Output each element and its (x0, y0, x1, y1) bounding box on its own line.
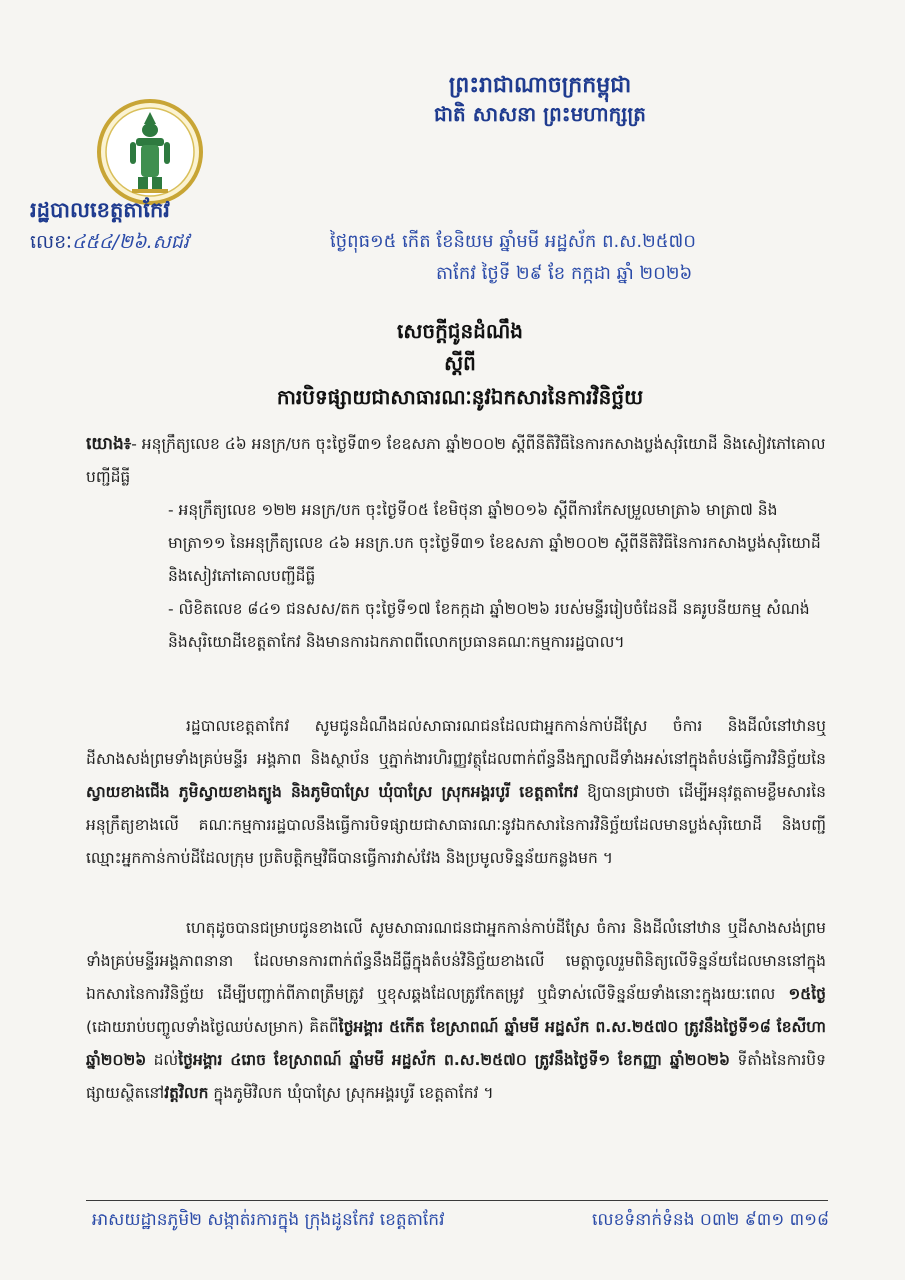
date-lunar: ថ្ងៃពុធ១៥ កើត ខែនិយម ឆ្នាំមមី អដ្ឋស័ក ព.ស.២៥៧០ (330, 231, 696, 252)
paragraph-1-places: ស្វាយខាងជើង ភូមិស្វាយខាងត្បូង និងភូមិបាស្រែ ឃុំបាស្រែ ស្រុកអង្គរបូរី ខេត្តតាកែវ (86, 783, 579, 801)
paragraph-2-from-date: ថ្ងៃអង្គារ ៥កើត ខែស្រាពណ៍ ឆ្នាំមមី អដ្ឋស័ក ព.ស.២៥៧០ ត្រូវនឹងថ្ងៃទី១៨ ខែសីហា ឆ្នាំ២០២៦ (86, 1018, 826, 1069)
paragraph-2-to-date: ថ្ងៃអង្គារ ៤រោច ខែស្រាពណ៍ ឆ្នាំមមី អដ្ឋស័ក ព.ស.២៥៧០ ត្រូវនឹងថ្ងៃទី១ ខែកញ្ញា ឆ្នាំ២០២៦ (178, 1051, 731, 1069)
date-solar: តាកែវ ថ្ងៃទី ២៩ ខែ កក្កដា ឆ្នាំ ២០២៦ (436, 263, 693, 284)
footer-phone: លេខទំនាក់ទំនង ០៣២ ៩៣១ ៣១៨ (592, 1210, 830, 1230)
paragraph-2-intro: ហេតុដូចបានជម្រាបជូនខាងលើ សូមសាធារណជនជាអ្នកកាន់កាប់ដីស្រែ ចំការ និងដីលំនៅឋាន ឬដីសាងសង់ព្រមទាំងគ្រប់មន្ទីរអង្គភាពនានា ដែលមានការពាក់ព័ន្ធនឹងដីធ្លីក្នុងតំបន់វិនិច្ឆ័យខាងលើ មេត្តាចូលរួមពិនិត្យលើទិន្នន័យដែលមាននៅក្នុងឯកសារនៃការវិនិច្ឆ័យ ដើម្បីបញ្ជាក់ពីភាពត្រឹមត្រូវ ឬខុសឆ្គងដែលត្រូវកែតម្រូវ ឬជំទាស់លើទិន្នន័យទាំងនោះក្នុងរយៈពេល (86, 919, 826, 1003)
kingdom-title: ព្រះរាជាណាចក្រកម្ពុជា (448, 72, 632, 98)
notice-paragraph-1 (86, 710, 826, 875)
kingdom-motto: ជាតិ សាសនា ព្រះមហាក្សត្រ (434, 102, 646, 126)
reference-item-2: - អនុក្រឹត្យលេខ ១២២ អនក្រ/បក ចុះថ្ងៃទី០៥ ខែមិថុនា ឆ្នាំ២០១៦ ស្តីពីការកែសម្រួលមាត្រា៦ មាត្រា៧ និងមាត្រា១១ នៃអនុក្រឹត្យលេខ ៤៦ អនក្រ.បក ចុះថ្ងៃទី៣១ ខែឧសភា ឆ្នាំ២០០២ ស្តីពីនីតិវិធីនៃការកសាងប្លង់សុរិយោដី និងសៀវភៅគោលបញ្ជីដីធ្លី (168, 501, 821, 585)
notice-paragraph-2 (86, 912, 826, 1110)
reference-number (30, 228, 189, 256)
paragraph-2-end: ក្នុងភូមិវិលក ឃុំបាស្រែ ស្រុកអង្គរបូរី ខេត្តតាកែវ ។ (208, 1084, 494, 1102)
kingdom-heading (300, 70, 780, 128)
provincial-seal-icon (96, 98, 204, 206)
issuing-authority: រដ្ឋបាលខេត្តតាកែវ (30, 198, 170, 222)
footer-divider (86, 1200, 828, 1201)
paragraph-1-intro: រដ្ឋបាលខេត្តតាកែវ សូមជូនដំណឹងដល់សាធារណជនដែលជាអ្នកកាន់កាប់ដីស្រែ ចំការ និងដីលំនៅឋានឬ ដីសាងសង់ព្រមទាំងគ្រប់មន្ទីរ អង្គភាព និងស្ថាប័ន ឬភ្នាក់ងារហិរញ្ញវត្ថុដែលពាក់ព័ន្ធនឹងក្បាលដីទាំងអស់នៅក្នុងតំបន់ធ្វើការវិនិច្ឆ័យនៃ (86, 717, 826, 768)
reference-item-1-text: - អនុក្រឹត្យលេខ ៤៦ អនក្រ/បក ចុះថ្ងៃទី៣១ ខែឧសភា ឆ្នាំ២០០២ ស្តីពីនីតិវិធីនៃការកសាងប្លង់សុរិយោដី និងសៀវភៅគោលបញ្ជីដីធ្លី (86, 435, 826, 486)
paragraph-2-venue-intro: ទីតាំងនៃការបិទផ្សាយស្ថិតនៅ (86, 1051, 826, 1102)
notice-subject-label: ស្តីពី (444, 351, 476, 375)
paragraph-1-body: ឱ្យបានជ្រាបថា ដើម្បីអនុវត្តតាមខ្លឹមសារនៃអនុក្រឹត្យខាងលើ គណៈកម្មការរដ្ឋបាលនឹងធ្វើការបិទផ្សាយជាសាធារណៈនូវឯកសារនៃការវិនិច្ឆ័យដែលមានប្លង់សុរិយោដី និងបញ្ជីឈ្មោះអ្នកកាន់កាប់ដីដែលក្រុម ប្រតិបត្តិកម្មវិធីបានធ្វើការវាស់វែង និងប្រមូលទិន្នន័យកន្លងមក ។ (86, 783, 826, 867)
paragraph-2-mid: (ដោយរាប់បញ្ចូលទាំងថ្ងៃឈប់សម្រាក) គិតពី (86, 1018, 339, 1036)
footer-address: អាសយដ្ឋានភូមិ២ សង្កាត់រការក្នុង ក្រុងដូនកែវ ខេត្តតាកែវ (92, 1210, 445, 1230)
reference-item-1 (86, 428, 826, 494)
notice-subject: ការបិទផ្សាយជាសាធារណៈនូវឯកសារនៃការវិនិច្ឆ័យ (276, 385, 644, 409)
notice-title: សេចក្តីជូនដំណឹង (397, 319, 523, 343)
reference-item-3: - លិខិតលេខ ៨៤១ ជនសស/តក ចុះថ្ងៃទី១៧ ខែកក្កដា ឆ្នាំ២០២៦ របស់មន្ទីររៀបចំដែនដី នគរូបនីយកម្ម សំណង់ និងសុរិយោដីខេត្តតាកែវ និងមានការឯកភាពពីលោកប្រធានគណៈកម្មការរដ្ឋបាល។ (168, 600, 810, 651)
paragraph-2-days: ១៥ថ្ងៃ (788, 985, 826, 1003)
reference-value: ៤៥៤/២៦.សជវ (71, 231, 189, 253)
paragraph-2-venue: វត្តវិលក (164, 1084, 209, 1102)
references-label: យោង៖ (86, 434, 132, 454)
paragraph-2-to: ដល់ (146, 1051, 179, 1069)
reference-label: លេខៈ (30, 231, 72, 253)
